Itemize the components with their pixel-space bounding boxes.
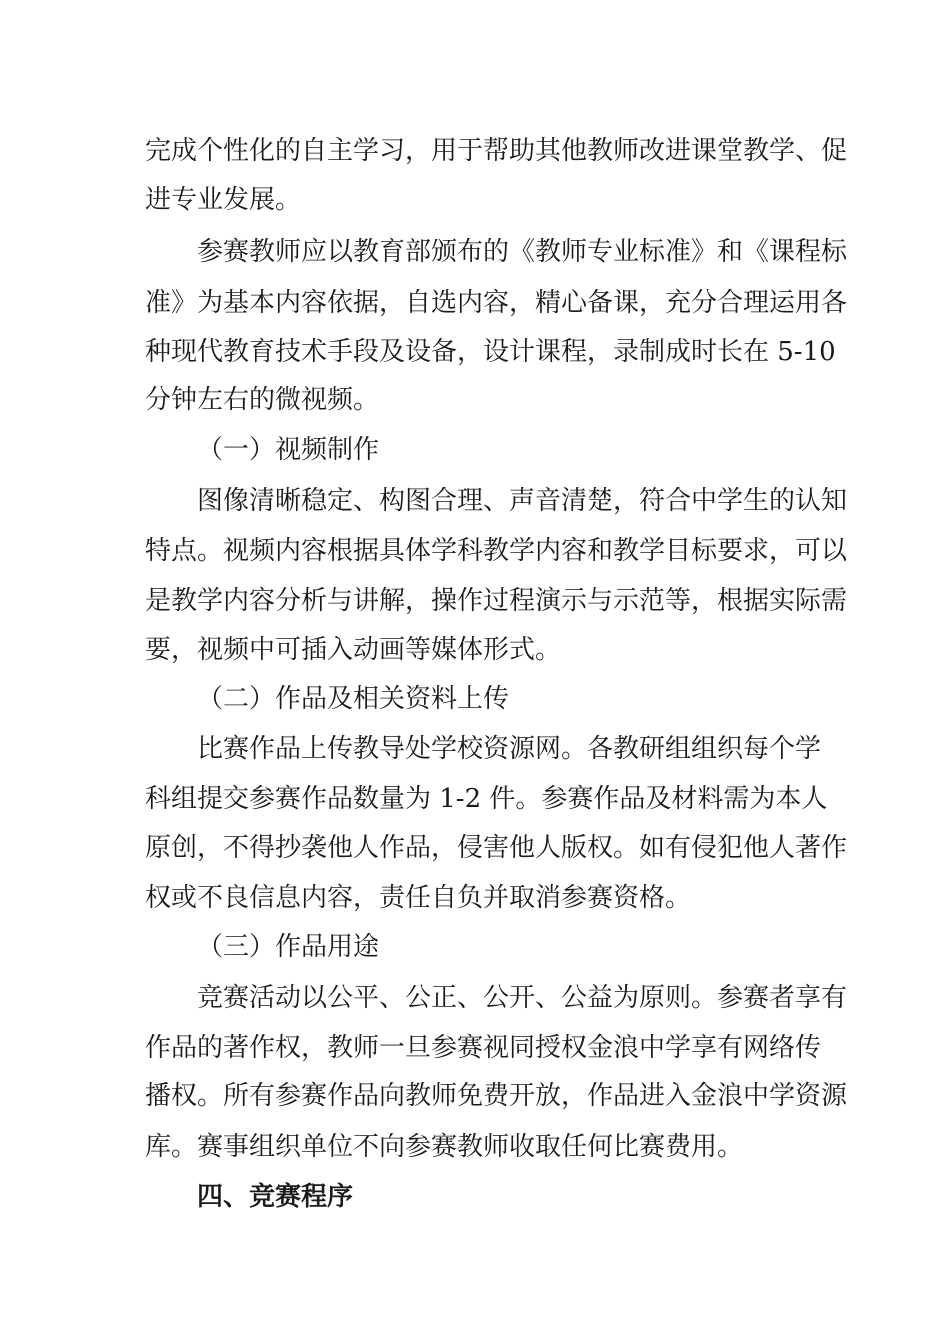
paragraph-line: 权或不良信息内容，责任自负并取消参赛资格。 — [145, 883, 692, 913]
paragraph-line: 进专业发展。 — [145, 185, 302, 215]
paragraph-line: 特点。视频内容根据具体学科教学内容和教学目标要求，可以 — [145, 536, 848, 566]
paragraph-line: 参赛教师应以教育部颁布的《教师专业标准》和《课程标 — [197, 237, 848, 267]
paragraph-line: 完成个性化的自主学习，用于帮助其他教师改进课堂教学、促 — [145, 136, 848, 166]
section-heading-competition-procedure: 四、竞赛程序 — [197, 1182, 354, 1212]
paragraph-line: 分钟左右的微视频。 — [145, 385, 380, 415]
paragraph-line: 科组提交参赛作品数量为 1-2 件。参赛作品及材料需为本人 — [145, 784, 828, 814]
paragraph-line: 原创，不得抄袭他人作品，侵害他人版权。如有侵犯他人著作 — [145, 833, 848, 863]
paragraph-line: 比赛作品上传教导处学校资源网。各教研组组织每个学 — [197, 734, 822, 764]
paragraph-line: 竞赛活动以公平、公正、公开、公益为原则。参赛者享有 — [197, 983, 848, 1013]
paragraph-line: 种现代教育技术手段及设备，设计课程，录制成时长在 5-10 — [145, 337, 836, 367]
paragraph-line: 作品的著作权，教师一旦参赛视同授权金浪中学享有网络传 — [145, 1033, 822, 1063]
paragraph-line: 库。赛事组织单位不向参赛教师收取任何比赛费用。 — [145, 1132, 744, 1162]
paragraph-line: 播权。所有参赛作品向教师免费开放，作品进入金浪中学资源 — [145, 1081, 848, 1111]
subheading-usage: （三）作品用途 — [197, 932, 380, 962]
paragraph-line: 要，视频中可插入动画等媒体形式。 — [145, 635, 562, 665]
subheading-video-production: （一）视频制作 — [197, 435, 380, 465]
subheading-upload: （二）作品及相关资料上传 — [197, 684, 510, 714]
paragraph-line: 图像清晰稳定、构图合理、声音清楚，符合中学生的认知 — [197, 486, 848, 516]
paragraph-line: 是教学内容分析与讲解，操作过程演示与示范等，根据实际需 — [145, 586, 848, 616]
paragraph-line: 准》为基本内容依据，自选内容，精心备课，充分合理运用各 — [145, 288, 848, 318]
